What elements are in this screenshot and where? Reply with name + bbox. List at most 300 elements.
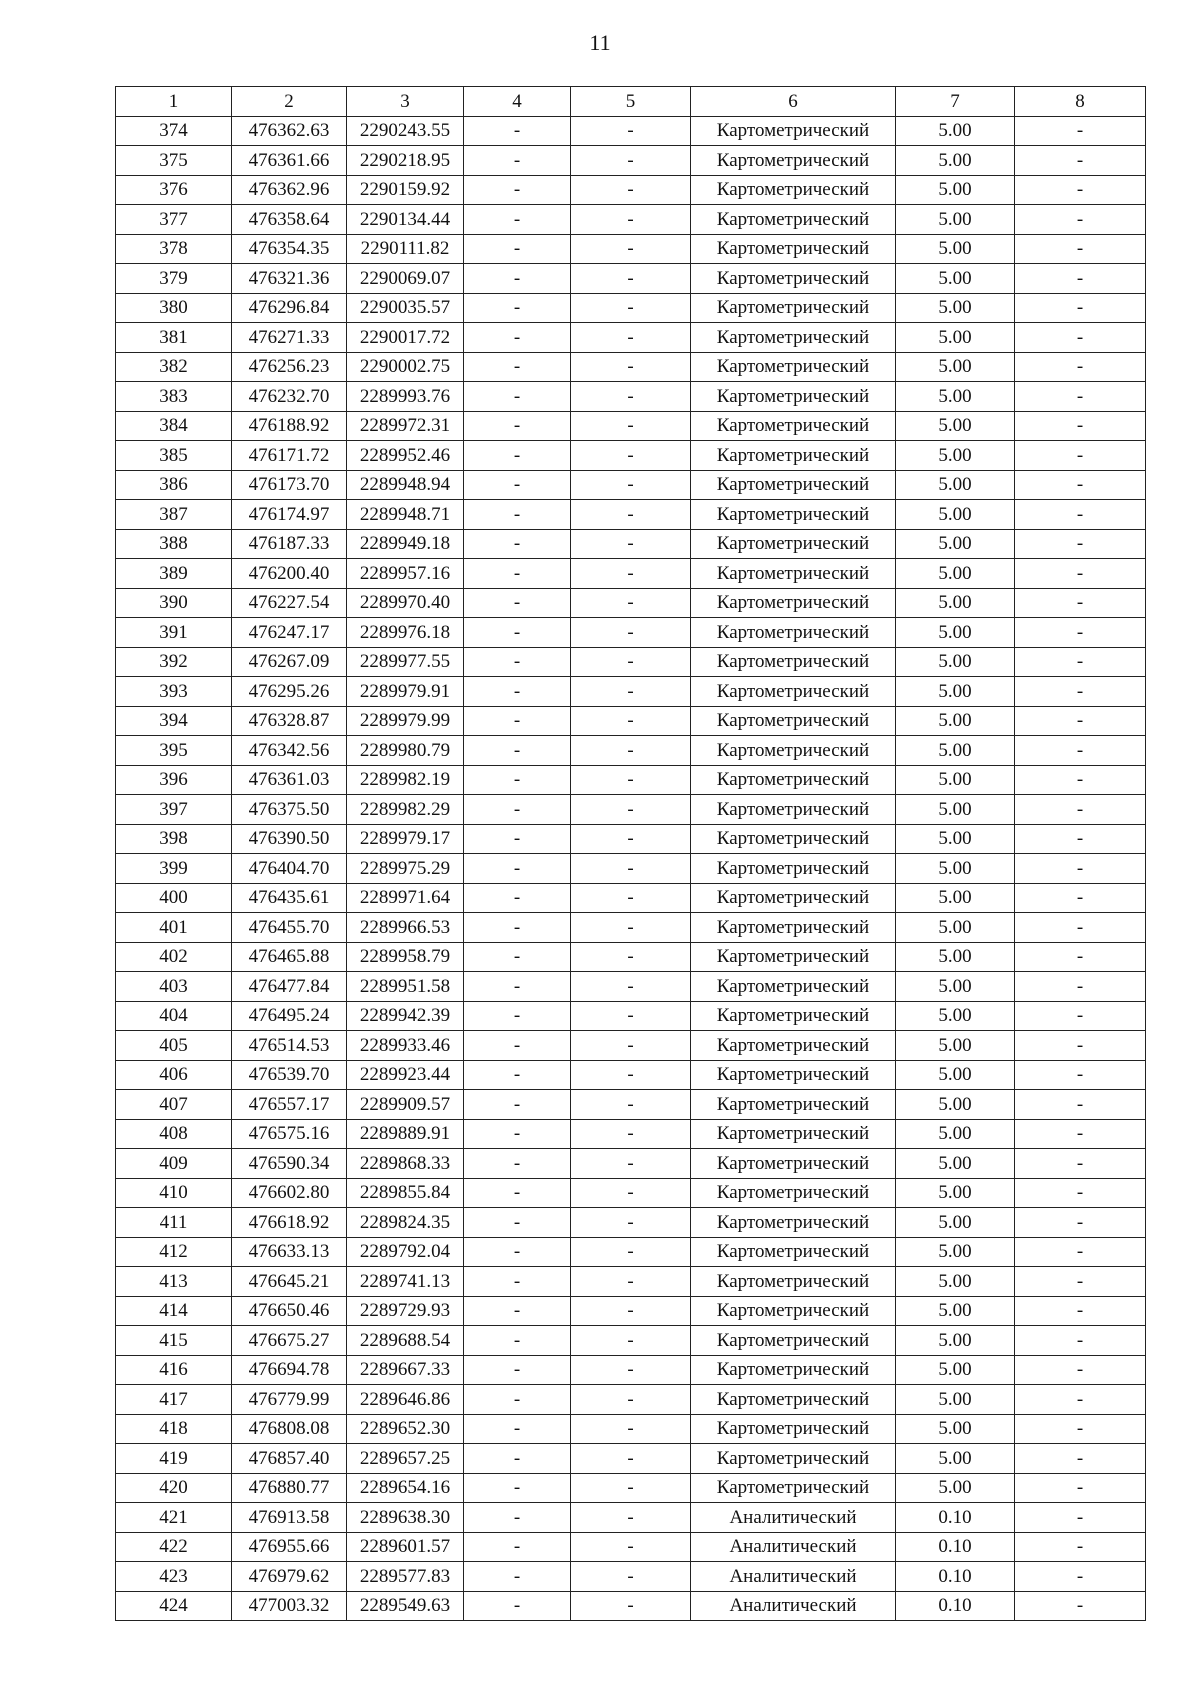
col-8-value-cell: - (1015, 765, 1146, 795)
col-5-value-cell: - (571, 1237, 691, 1267)
accuracy-cell: 5.00 (896, 588, 1015, 618)
x-coordinate-cell: 476188.92 (232, 411, 347, 441)
method-cell: Картометрический (691, 411, 896, 441)
col-4-value-cell: - (464, 1414, 571, 1444)
method-cell: Картометрический (691, 854, 896, 884)
method-cell: Картометрический (691, 382, 896, 412)
col-8-value-cell: - (1015, 146, 1146, 176)
point-number-cell: 374 (116, 116, 232, 146)
col-8-value-cell: - (1015, 677, 1146, 707)
col-4-value-cell: - (464, 441, 571, 471)
accuracy-cell: 5.00 (896, 1414, 1015, 1444)
col-4-value-cell: - (464, 234, 571, 264)
table-row (116, 1532, 1146, 1562)
table-row (116, 411, 1146, 441)
col-5-value-cell: - (571, 913, 691, 943)
point-number-cell: 390 (116, 588, 232, 618)
col-4-value-cell: - (464, 1090, 571, 1120)
col-5-value-cell: - (571, 1473, 691, 1503)
col-8-value-cell: - (1015, 1149, 1146, 1179)
accuracy-cell: 5.00 (896, 1385, 1015, 1415)
col-5-value-cell: - (571, 1532, 691, 1562)
x-coordinate-cell: 476361.03 (232, 765, 347, 795)
x-coordinate-cell: 476362.63 (232, 116, 347, 146)
col-8-value-cell: - (1015, 1444, 1146, 1474)
x-coordinate-cell: 476979.62 (232, 1562, 347, 1592)
y-coordinate-cell: 2289958.79 (347, 942, 464, 972)
col-4-value-cell: - (464, 1296, 571, 1326)
point-number-cell: 386 (116, 470, 232, 500)
accuracy-cell: 5.00 (896, 795, 1015, 825)
y-coordinate-cell: 2289638.30 (347, 1503, 464, 1533)
col-4-value-cell: - (464, 1001, 571, 1031)
x-coordinate-cell: 476390.50 (232, 824, 347, 854)
table-row (116, 1119, 1146, 1149)
accuracy-cell: 5.00 (896, 883, 1015, 913)
table-row (116, 1178, 1146, 1208)
y-coordinate-cell: 2290035.57 (347, 293, 464, 323)
col-4-value-cell: - (464, 1178, 571, 1208)
point-number-cell: 379 (116, 264, 232, 294)
y-coordinate-cell: 2289977.55 (347, 647, 464, 677)
method-cell: Картометрический (691, 588, 896, 618)
point-number-cell: 382 (116, 352, 232, 382)
x-coordinate-cell: 476404.70 (232, 854, 347, 884)
table-row (116, 1060, 1146, 1090)
col-4-value-cell: - (464, 323, 571, 353)
col-5-value-cell: - (571, 824, 691, 854)
point-number-cell: 407 (116, 1090, 232, 1120)
accuracy-cell: 5.00 (896, 1149, 1015, 1179)
col-8-value-cell: - (1015, 116, 1146, 146)
table-row (116, 234, 1146, 264)
x-coordinate-cell: 476361.66 (232, 146, 347, 176)
point-number-cell: 396 (116, 765, 232, 795)
accuracy-cell: 0.10 (896, 1503, 1015, 1533)
column-header: 5 (571, 87, 691, 117)
method-cell: Картометрический (691, 736, 896, 766)
method-cell: Картометрический (691, 1119, 896, 1149)
point-number-cell: 423 (116, 1562, 232, 1592)
point-number-cell: 406 (116, 1060, 232, 1090)
point-number-cell: 397 (116, 795, 232, 825)
y-coordinate-cell: 2289729.93 (347, 1296, 464, 1326)
table-row (116, 1444, 1146, 1474)
col-5-value-cell: - (571, 264, 691, 294)
y-coordinate-cell: 2289646.86 (347, 1385, 464, 1415)
col-5-value-cell: - (571, 234, 691, 264)
table-row (116, 264, 1146, 294)
col-5-value-cell: - (571, 1503, 691, 1533)
col-8-value-cell: - (1015, 1414, 1146, 1444)
x-coordinate-cell: 476328.87 (232, 706, 347, 736)
col-8-value-cell: - (1015, 352, 1146, 382)
x-coordinate-cell: 476227.54 (232, 588, 347, 618)
accuracy-cell: 5.00 (896, 1031, 1015, 1061)
x-coordinate-cell: 476271.33 (232, 323, 347, 353)
x-coordinate-cell: 476694.78 (232, 1355, 347, 1385)
point-number-cell: 395 (116, 736, 232, 766)
x-coordinate-cell: 476779.99 (232, 1385, 347, 1415)
col-4-value-cell: - (464, 382, 571, 412)
column-header: 2 (232, 87, 347, 117)
col-4-value-cell: - (464, 1149, 571, 1179)
coordinates-table (115, 86, 1146, 1621)
point-number-cell: 398 (116, 824, 232, 854)
col-5-value-cell: - (571, 1149, 691, 1179)
col-8-value-cell: - (1015, 1562, 1146, 1592)
column-header: 6 (691, 87, 896, 117)
col-4-value-cell: - (464, 1119, 571, 1149)
accuracy-cell: 5.00 (896, 470, 1015, 500)
col-5-value-cell: - (571, 765, 691, 795)
accuracy-cell: 5.00 (896, 1060, 1015, 1090)
point-number-cell: 377 (116, 205, 232, 235)
method-cell: Картометрический (691, 234, 896, 264)
accuracy-cell: 5.00 (896, 1090, 1015, 1120)
col-8-value-cell: - (1015, 500, 1146, 530)
y-coordinate-cell: 2289909.57 (347, 1090, 464, 1120)
col-8-value-cell: - (1015, 1385, 1146, 1415)
col-4-value-cell: - (464, 470, 571, 500)
method-cell: Картометрический (691, 1031, 896, 1061)
col-5-value-cell: - (571, 1031, 691, 1061)
y-coordinate-cell: 2289792.04 (347, 1237, 464, 1267)
point-number-cell: 388 (116, 529, 232, 559)
accuracy-cell: 5.00 (896, 205, 1015, 235)
accuracy-cell: 5.00 (896, 1296, 1015, 1326)
column-header: 8 (1015, 87, 1146, 117)
table-row (116, 1208, 1146, 1238)
col-5-value-cell: - (571, 1001, 691, 1031)
y-coordinate-cell: 2289654.16 (347, 1473, 464, 1503)
x-coordinate-cell: 476187.33 (232, 529, 347, 559)
accuracy-cell: 5.00 (896, 1208, 1015, 1238)
table-row (116, 205, 1146, 235)
col-5-value-cell: - (571, 677, 691, 707)
col-8-value-cell: - (1015, 1532, 1146, 1562)
col-5-value-cell: - (571, 146, 691, 176)
point-number-cell: 400 (116, 883, 232, 913)
y-coordinate-cell: 2289855.84 (347, 1178, 464, 1208)
accuracy-cell: 5.00 (896, 529, 1015, 559)
col-5-value-cell: - (571, 1414, 691, 1444)
x-coordinate-cell: 476645.21 (232, 1267, 347, 1297)
col-5-value-cell: - (571, 618, 691, 648)
table-header (116, 87, 1146, 117)
table-row (116, 1385, 1146, 1415)
method-cell: Картометрический (691, 1444, 896, 1474)
y-coordinate-cell: 2289923.44 (347, 1060, 464, 1090)
x-coordinate-cell: 476650.46 (232, 1296, 347, 1326)
col-8-value-cell: - (1015, 972, 1146, 1002)
col-4-value-cell: - (464, 1031, 571, 1061)
method-cell: Картометрический (691, 441, 896, 471)
col-5-value-cell: - (571, 116, 691, 146)
accuracy-cell: 5.00 (896, 1237, 1015, 1267)
y-coordinate-cell: 2289970.40 (347, 588, 464, 618)
table-row (116, 795, 1146, 825)
method-cell: Картометрический (691, 1326, 896, 1356)
method-cell: Картометрический (691, 647, 896, 677)
col-8-value-cell: - (1015, 1090, 1146, 1120)
col-8-value-cell: - (1015, 1355, 1146, 1385)
col-8-value-cell: - (1015, 234, 1146, 264)
x-coordinate-cell: 476296.84 (232, 293, 347, 323)
col-8-value-cell: - (1015, 824, 1146, 854)
col-5-value-cell: - (571, 1444, 691, 1474)
col-4-value-cell: - (464, 795, 571, 825)
col-5-value-cell: - (571, 647, 691, 677)
col-8-value-cell: - (1015, 264, 1146, 294)
x-coordinate-cell: 476321.36 (232, 264, 347, 294)
method-cell: Картометрический (691, 1178, 896, 1208)
col-4-value-cell: - (464, 1355, 571, 1385)
col-4-value-cell: - (464, 116, 571, 146)
point-number-cell: 422 (116, 1532, 232, 1562)
col-8-value-cell: - (1015, 323, 1146, 353)
y-coordinate-cell: 2289979.91 (347, 677, 464, 707)
col-8-value-cell: - (1015, 647, 1146, 677)
y-coordinate-cell: 2290017.72 (347, 323, 464, 353)
accuracy-cell: 5.00 (896, 116, 1015, 146)
point-number-cell: 389 (116, 559, 232, 589)
col-8-value-cell: - (1015, 559, 1146, 589)
col-5-value-cell: - (571, 1090, 691, 1120)
point-number-cell: 410 (116, 1178, 232, 1208)
y-coordinate-cell: 2290243.55 (347, 116, 464, 146)
table-row (116, 1001, 1146, 1031)
col-4-value-cell: - (464, 972, 571, 1002)
x-coordinate-cell: 476557.17 (232, 1090, 347, 1120)
table-row (116, 116, 1146, 146)
accuracy-cell: 5.00 (896, 706, 1015, 736)
col-8-value-cell: - (1015, 1208, 1146, 1238)
col-8-value-cell: - (1015, 1326, 1146, 1356)
col-5-value-cell: - (571, 1326, 691, 1356)
accuracy-cell: 5.00 (896, 1178, 1015, 1208)
x-coordinate-cell: 476808.08 (232, 1414, 347, 1444)
point-number-cell: 412 (116, 1237, 232, 1267)
point-number-cell: 393 (116, 677, 232, 707)
col-8-value-cell: - (1015, 529, 1146, 559)
x-coordinate-cell: 476267.09 (232, 647, 347, 677)
accuracy-cell: 5.00 (896, 765, 1015, 795)
col-4-value-cell: - (464, 913, 571, 943)
method-cell: Картометрический (691, 1414, 896, 1444)
y-coordinate-cell: 2289949.18 (347, 529, 464, 559)
point-number-cell: 417 (116, 1385, 232, 1415)
table-row (116, 529, 1146, 559)
accuracy-cell: 5.00 (896, 677, 1015, 707)
x-coordinate-cell: 476174.97 (232, 500, 347, 530)
col-4-value-cell: - (464, 1444, 571, 1474)
point-number-cell: 402 (116, 942, 232, 972)
table-row (116, 647, 1146, 677)
col-8-value-cell: - (1015, 1267, 1146, 1297)
table-row (116, 293, 1146, 323)
x-coordinate-cell: 476590.34 (232, 1149, 347, 1179)
x-coordinate-cell: 476955.66 (232, 1532, 347, 1562)
point-number-cell: 401 (116, 913, 232, 943)
table-row (116, 1326, 1146, 1356)
y-coordinate-cell: 2289982.19 (347, 765, 464, 795)
column-header: 3 (347, 87, 464, 117)
x-coordinate-cell: 476477.84 (232, 972, 347, 1002)
method-cell: Картометрический (691, 1267, 896, 1297)
y-coordinate-cell: 2289933.46 (347, 1031, 464, 1061)
col-4-value-cell: - (464, 647, 571, 677)
method-cell: Аналитический (691, 1562, 896, 1592)
point-number-cell: 384 (116, 411, 232, 441)
table-row (116, 500, 1146, 530)
y-coordinate-cell: 2290002.75 (347, 352, 464, 382)
table-row (116, 588, 1146, 618)
col-4-value-cell: - (464, 1208, 571, 1238)
y-coordinate-cell: 2289993.76 (347, 382, 464, 412)
table-row (116, 1562, 1146, 1592)
point-number-cell: 376 (116, 175, 232, 205)
x-coordinate-cell: 476362.96 (232, 175, 347, 205)
col-4-value-cell: - (464, 1237, 571, 1267)
col-5-value-cell: - (571, 706, 691, 736)
method-cell: Картометрический (691, 116, 896, 146)
col-5-value-cell: - (571, 1355, 691, 1385)
table-row (116, 1591, 1146, 1621)
point-number-cell: 416 (116, 1355, 232, 1385)
col-8-value-cell: - (1015, 618, 1146, 648)
method-cell: Картометрический (691, 677, 896, 707)
accuracy-cell: 5.00 (896, 411, 1015, 441)
col-5-value-cell: - (571, 382, 691, 412)
col-4-value-cell: - (464, 146, 571, 176)
x-coordinate-cell: 476913.58 (232, 1503, 347, 1533)
col-8-value-cell: - (1015, 382, 1146, 412)
table-row (116, 854, 1146, 884)
method-cell: Картометрический (691, 146, 896, 176)
x-coordinate-cell: 476354.35 (232, 234, 347, 264)
accuracy-cell: 5.00 (896, 500, 1015, 530)
method-cell: Картометрический (691, 913, 896, 943)
col-4-value-cell: - (464, 1562, 571, 1592)
y-coordinate-cell: 2289688.54 (347, 1326, 464, 1356)
y-coordinate-cell: 2289979.99 (347, 706, 464, 736)
col-4-value-cell: - (464, 500, 571, 530)
y-coordinate-cell: 2289982.29 (347, 795, 464, 825)
method-cell: Картометрический (691, 352, 896, 382)
col-8-value-cell: - (1015, 1060, 1146, 1090)
col-4-value-cell: - (464, 529, 571, 559)
method-cell: Картометрический (691, 1385, 896, 1415)
y-coordinate-cell: 2289942.39 (347, 1001, 464, 1031)
x-coordinate-cell: 476675.27 (232, 1326, 347, 1356)
col-8-value-cell: - (1015, 1296, 1146, 1326)
col-4-value-cell: - (464, 264, 571, 294)
table-row (116, 824, 1146, 854)
x-coordinate-cell: 476200.40 (232, 559, 347, 589)
point-number-cell: 421 (116, 1503, 232, 1533)
accuracy-cell: 5.00 (896, 1119, 1015, 1149)
col-4-value-cell: - (464, 559, 571, 589)
col-5-value-cell: - (571, 323, 691, 353)
col-5-value-cell: - (571, 1296, 691, 1326)
x-coordinate-cell: 476295.26 (232, 677, 347, 707)
method-cell: Картометрический (691, 500, 896, 530)
x-coordinate-cell: 476342.56 (232, 736, 347, 766)
col-5-value-cell: - (571, 1591, 691, 1621)
x-coordinate-cell: 476618.92 (232, 1208, 347, 1238)
x-coordinate-cell: 476633.13 (232, 1237, 347, 1267)
method-cell: Картометрический (691, 1237, 896, 1267)
y-coordinate-cell: 2289652.30 (347, 1414, 464, 1444)
table-row (116, 736, 1146, 766)
accuracy-cell: 5.00 (896, 559, 1015, 589)
point-number-cell: 391 (116, 618, 232, 648)
y-coordinate-cell: 2289976.18 (347, 618, 464, 648)
table-row (116, 1031, 1146, 1061)
col-5-value-cell: - (571, 441, 691, 471)
col-4-value-cell: - (464, 352, 571, 382)
x-coordinate-cell: 477003.32 (232, 1591, 347, 1621)
col-5-value-cell: - (571, 1385, 691, 1415)
method-cell: Картометрический (691, 559, 896, 589)
col-5-value-cell: - (571, 795, 691, 825)
x-coordinate-cell: 476358.64 (232, 205, 347, 235)
point-number-cell: 394 (116, 706, 232, 736)
col-8-value-cell: - (1015, 1503, 1146, 1533)
col-4-value-cell: - (464, 765, 571, 795)
col-5-value-cell: - (571, 205, 691, 235)
accuracy-cell: 5.00 (896, 736, 1015, 766)
col-5-value-cell: - (571, 529, 691, 559)
accuracy-cell: 5.00 (896, 913, 1015, 943)
method-cell: Картометрический (691, 1473, 896, 1503)
x-coordinate-cell: 476247.17 (232, 618, 347, 648)
accuracy-cell: 5.00 (896, 382, 1015, 412)
col-5-value-cell: - (571, 411, 691, 441)
col-5-value-cell: - (571, 1208, 691, 1238)
col-4-value-cell: - (464, 677, 571, 707)
column-header: 7 (896, 87, 1015, 117)
y-coordinate-cell: 2289948.71 (347, 500, 464, 530)
method-cell: Картометрический (691, 1060, 896, 1090)
point-number-cell: 387 (116, 500, 232, 530)
col-4-value-cell: - (464, 1473, 571, 1503)
method-cell: Картометрический (691, 470, 896, 500)
col-8-value-cell: - (1015, 175, 1146, 205)
accuracy-cell: 5.00 (896, 824, 1015, 854)
table-row (116, 942, 1146, 972)
col-8-value-cell: - (1015, 1237, 1146, 1267)
col-8-value-cell: - (1015, 706, 1146, 736)
x-coordinate-cell: 476465.88 (232, 942, 347, 972)
method-cell: Картометрический (691, 264, 896, 294)
table-row (116, 1296, 1146, 1326)
col-4-value-cell: - (464, 1532, 571, 1562)
method-cell: Картометрический (691, 529, 896, 559)
column-header: 1 (116, 87, 232, 117)
col-8-value-cell: - (1015, 205, 1146, 235)
accuracy-cell: 5.00 (896, 1326, 1015, 1356)
point-number-cell: 381 (116, 323, 232, 353)
y-coordinate-cell: 2289980.79 (347, 736, 464, 766)
table-row (116, 913, 1146, 943)
table-row (116, 1267, 1146, 1297)
y-coordinate-cell: 2290134.44 (347, 205, 464, 235)
x-coordinate-cell: 476256.23 (232, 352, 347, 382)
accuracy-cell: 0.10 (896, 1591, 1015, 1621)
y-coordinate-cell: 2289657.25 (347, 1444, 464, 1474)
